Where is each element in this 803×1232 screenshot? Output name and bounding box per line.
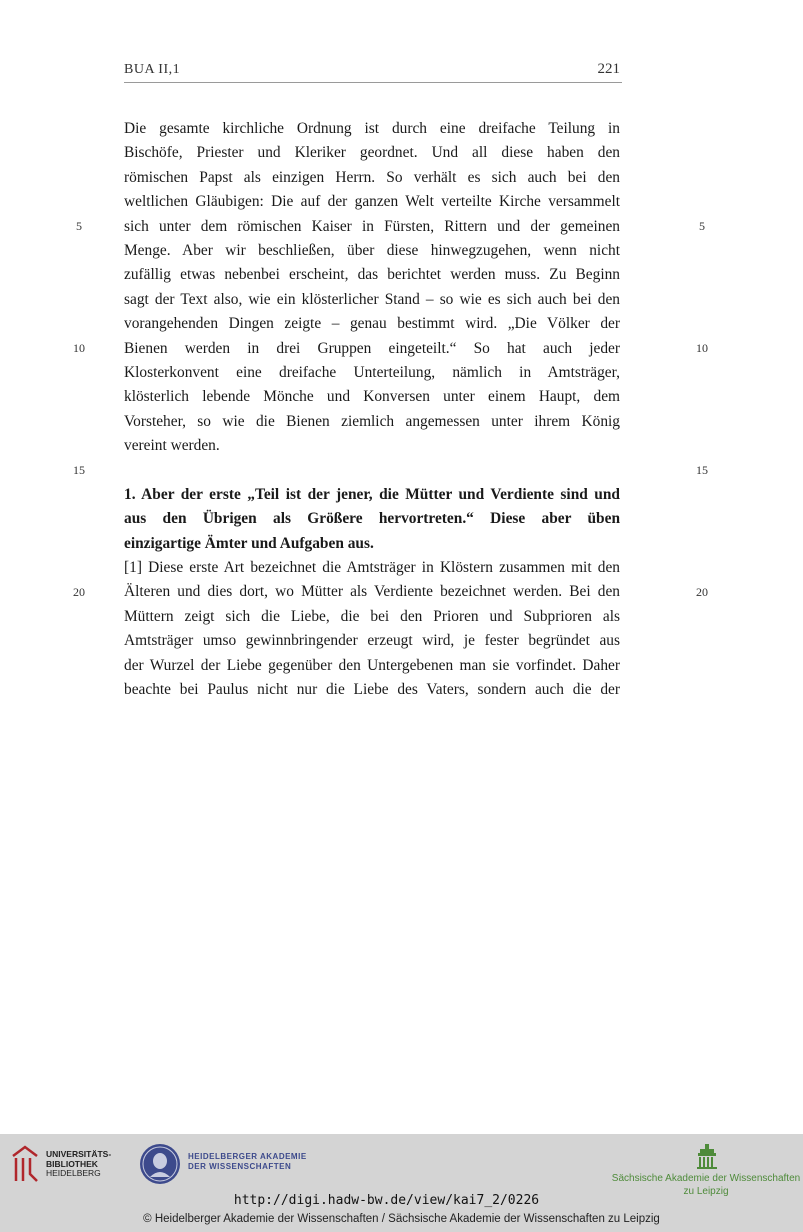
page-number: 221 [597, 61, 620, 77]
university-library-logo-icon [10, 1144, 40, 1184]
text-line: der Wurzel der Liebe gegenüber den Untergebenen man sie vorfindet. Daher [124, 656, 620, 674]
text-line: beachte bei Paulus nicht nur die Liebe des Vaters, sondern auch die der [124, 680, 620, 698]
text-line: Amtsträger umso gewinnbringender erzeugt wird, je fester begründet aus [124, 632, 620, 650]
text-line: Klosterkonvent eine dreifache Unterteilung, nämlich in Amtsträger, [124, 363, 620, 381]
hadw-seal-icon [139, 1143, 181, 1185]
line-number-right-15: 15 [696, 463, 708, 477]
body-paragraph-1 [124, 117, 620, 458]
text-line: Vorsteher, so wie die Bienen ziemlich angemessen unter ihrem König [124, 412, 620, 430]
line-number-left-20: 20 [73, 585, 85, 599]
running-title: BUA II,1 [124, 62, 181, 77]
university-library-name: UNIVERSITÄTS- BIBLIOTHEK HEIDELBERG [46, 1149, 112, 1178]
line-number-right-5: 5 [699, 219, 705, 233]
copyright-notice: © Heidelberger Akademie der Wissenschaften / Sächsische Akademie der Wissenschaften zu Leipzig [143, 1213, 660, 1225]
section-heading [124, 483, 620, 556]
text-line: Menge. Aber wir beschließen, über diese hinwegzugehen, wenn nicht [124, 241, 620, 259]
text-line: vorangehenden Dingen zeigte – genau bestimmt wird. „Die Völker der [124, 315, 620, 333]
text-line: Die gesamte kirchliche Ordnung ist durch eine dreifache Teilung in [124, 120, 620, 137]
body-paragraph-2 [124, 556, 620, 702]
line-number-right-20: 20 [696, 585, 708, 599]
heading-line: aus den Übrigen als Größere hervortreten.“ Diese aber üben [124, 510, 620, 528]
text-line: sich unter dem römischen Kaiser in Fürsten, Rittern und der gemeinen [124, 217, 620, 235]
line-number-left-15: 15 [73, 463, 85, 477]
text-line: [1] Diese erste Art bezeichnet die Amtsträger in Klöstern zusammen mit den [124, 559, 620, 576]
text-line: Müttern zeigt sich die Liebe, die bei den Prioren und Subprioren als [124, 607, 620, 625]
line-number-right-10: 10 [696, 341, 708, 355]
text-line: zufällig etwas nebenbei erscheint, das berichtet werden muss. Zu Beginn [124, 266, 620, 284]
text-line: sagt der Text also, wie ein klösterlicher Stand – so wie es sich auch bei den [124, 290, 620, 308]
permalink-url[interactable]: http://digi.hadw-bw.de/view/kai7_2/0226 [233, 1193, 540, 1208]
running-head [124, 60, 622, 83]
text-line: klösterlich lebende Mönche und Konversen unter einem Haupt, dem [124, 388, 620, 406]
text-line: Bischöfe, Priester und Kleriker geordnet. Und all diese haben den [124, 144, 620, 162]
text-line: römischen Papst als einzigen Herrn. So verhält es sich auch bei den [124, 168, 620, 186]
heading-line: 1. Aber der erste „Teil ist der jener, die Mütter und Verdiente sind und [124, 486, 620, 503]
heading-line: einzigartige Ämter und Aufgaben aus. [124, 534, 374, 552]
text-line: Älteren und dies dort, wo Mütter als Verdiente bezeichnet werden. Bei den [124, 583, 620, 601]
text-line: weltlichen Gläubigen: Die auf der ganzen Welt verteilte Kirche versammelt [124, 193, 620, 211]
text-line: vereint werden. [124, 437, 220, 455]
footer-bar [0, 1134, 803, 1232]
hadw-name: HEIDELBERGER AKADEMIE DER WISSENSCHAFTEN [188, 1152, 307, 1171]
text-line: Bienen werden in drei Gruppen eingeteilt.“ So hat auch jeder [124, 339, 620, 357]
saw-building-icon [696, 1143, 718, 1169]
line-number-left-10: 10 [73, 341, 85, 355]
line-number-left-5: 5 [76, 219, 82, 233]
saw-name: Sächsische Akademie der Wissenschaften zu Leipzig [611, 1173, 801, 1197]
